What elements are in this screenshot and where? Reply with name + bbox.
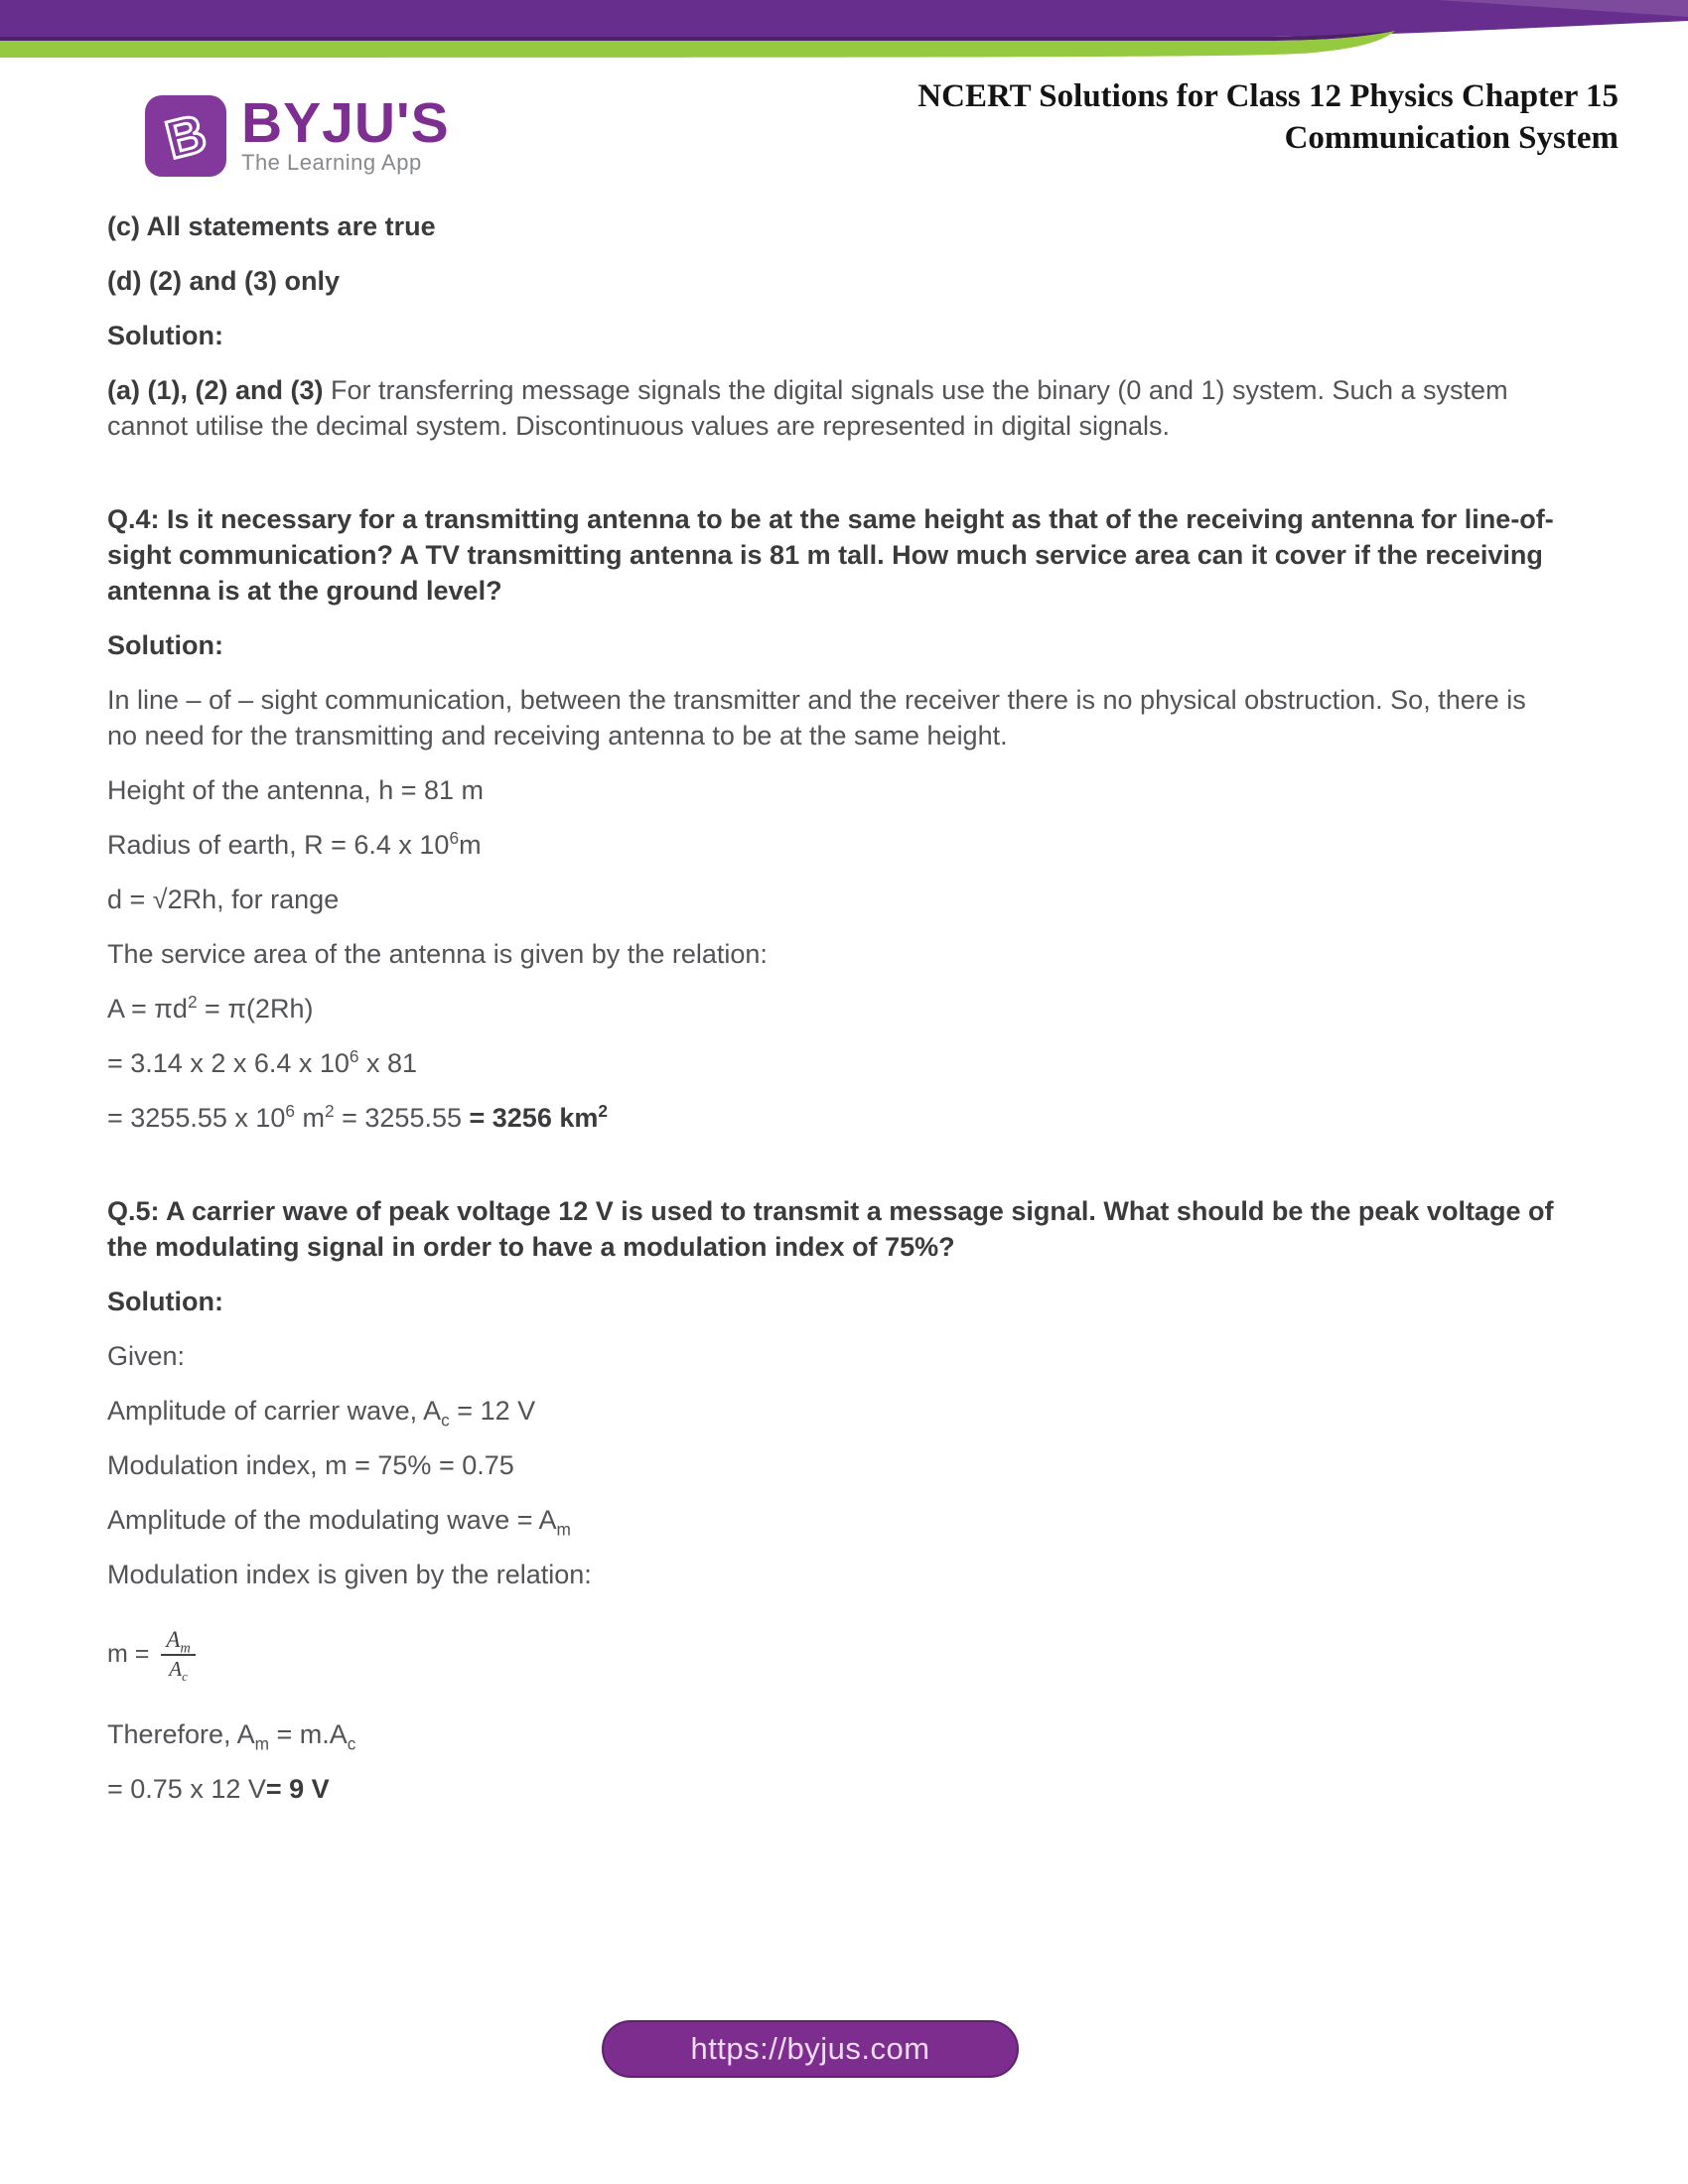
q5-therefore: Therefore, $A_m = m.A_c$: [107, 1719, 356, 1754]
q5-index: Modulation index, m = 75% = 0.75: [107, 1450, 514, 1480]
header-wave-purple: [0, 0, 1688, 37]
option-c: (c) All statements are true: [107, 211, 436, 241]
q5-carrier: Amplitude of carrier wave, $A_c = 12$ V: [107, 1396, 536, 1431]
q4-height: Height of the antenna, h = 81 m: [107, 775, 485, 805]
q4-relation-intro: The service area of the antenna is given by the relation:: [107, 939, 768, 969]
q4-radius: Radius of earth, R = 6.4 x $10^6m$: [107, 828, 482, 860]
q5-relation-intro: Modulation index is given by the relation:: [107, 1560, 592, 1589]
byjus-logo-icon: [145, 95, 226, 177]
question-5: Q.5: A carrier wave of peak voltage 12 V is used to transmit a message signal. What should be the peak voltage of the modulating signal in order to have a modulation index of 75%?: [107, 1196, 1554, 1262]
q5-result: = 0.75 x 12 V= 9 V: [107, 1774, 330, 1804]
q4-calc-2: = 3255.55 x $10^6$ $m^2 = 3255.55 = 3256$ $km^2$: [107, 1101, 608, 1133]
formula-lead: m =: [107, 1640, 150, 1668]
byjus-link-url[interactable]: https://byjus.com: [690, 2031, 930, 2066]
byjus-logo: [145, 91, 450, 177]
q4-area-formula: $A = \pi d^2 = \pi(2Rh)$: [107, 992, 314, 1024]
byjus-link-button[interactable]: [602, 2020, 1019, 2078]
q4-calc-1: = 3.14 x 2 x 6.4 x $10^6$ x 81: [107, 1046, 418, 1078]
modulation-index-formula: [107, 1618, 1557, 1690]
logo-tagline: The Learning App: [241, 150, 422, 175]
page-title-line2: Communication System: [1284, 120, 1618, 156]
svg-text:B: B: [160, 103, 212, 171]
byjus-b-glyph: [145, 95, 226, 177]
option-d: (d) (2) and (3) only: [107, 266, 340, 296]
fraction: $\frac{A_m}{A_c}$: [161, 1627, 195, 1681]
question-4: Q.4: Is it necessary for a transmitting antenna to be at the same height as that of the receiving antenna for line-of-sight communication? A TV transmitting antenna is 81 m tall. How much service area can it cover if the receiving antenna is at the ground level?: [107, 504, 1554, 606]
solution-heading-q3: Solution:: [107, 321, 223, 350]
page-title-line1: NCERT Solutions for Class 12 Physics Chapter 15: [917, 78, 1618, 114]
q5-modwave: Amplitude of the modulating wave = $A_m$: [107, 1505, 571, 1540]
answer-q3a: (a) (1), (2) and (3) For transferring message signals the digital signals use the binary (0 and 1) system. Such a system cannot utilise the decimal system. Discontinuous values are represented in digital signals.: [107, 375, 1508, 441]
q4-range: d = √2Rh, for range: [107, 885, 340, 914]
q4-intro: In line – of – sight communication, between the transmitter and the receiver there is no physical obstruction. So, there is no need for the transmitting and receiving antenna to be at the same height.: [107, 685, 1526, 751]
q5-given: Given:: [107, 1341, 186, 1371]
solution-heading-q5: Solution:: [107, 1287, 223, 1316]
logo-wordmark: BYJU'S: [241, 91, 450, 155]
page-title: [917, 75, 1618, 159]
solution-heading-q4: Solution:: [107, 630, 223, 660]
document-body: [107, 208, 1557, 1826]
